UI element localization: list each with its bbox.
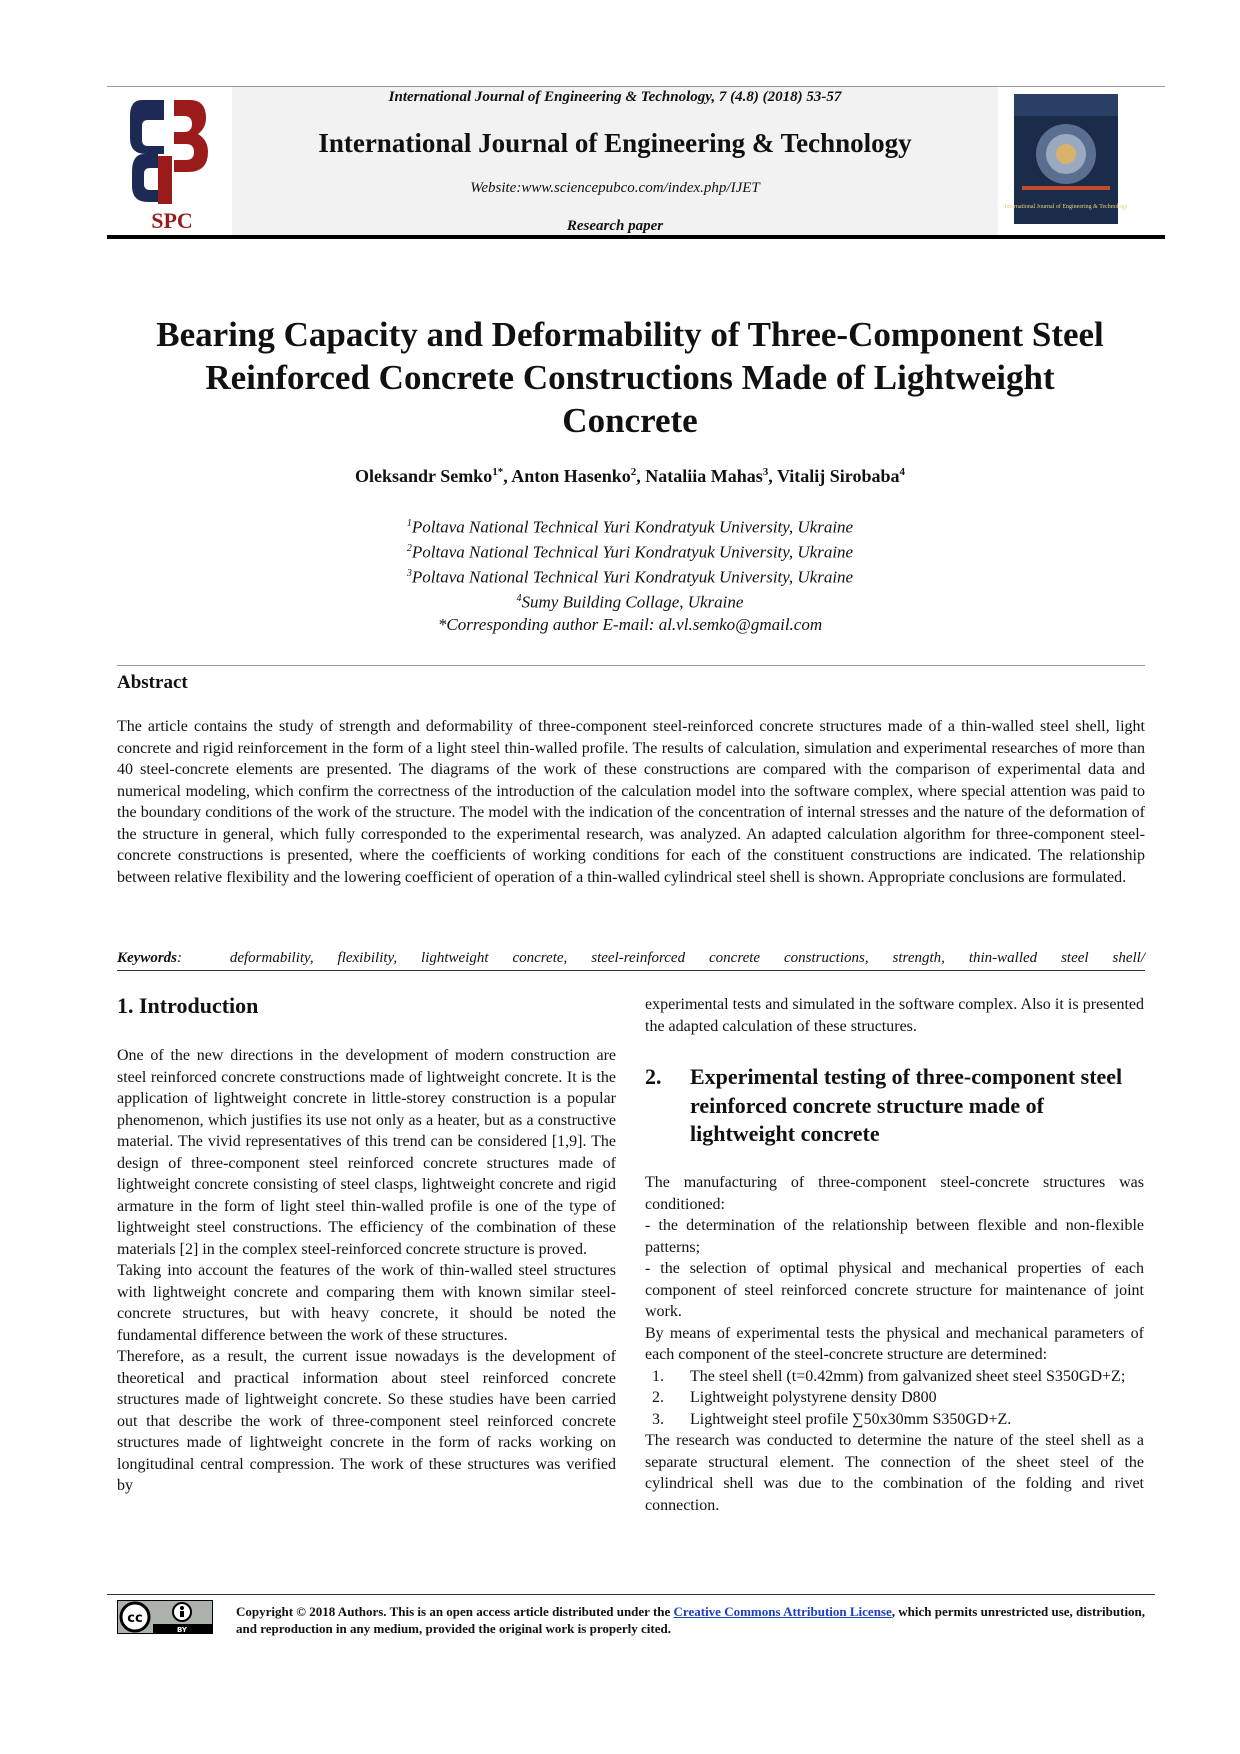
cc-icon: cc — [127, 1611, 143, 1626]
author-name: Oleksandr Semko — [355, 466, 493, 486]
keywords-label: Keywords — [117, 950, 177, 966]
list-item: 2. Lightweight polystyrene density D800 — [652, 1389, 937, 1406]
journal-website[interactable]: Website:www.sciencepubco.com/index.php/IJET — [470, 180, 760, 196]
paragraph: One of the new directions in the development of modern construction are steel reinforced concrete constructions made of lightweight concrete. It is the application of lightweight concrete in little-storey construction is a popular phenomenon, which justifies its use not only as a heater, but as a constructive material. The vivid representatives of this trend can be considered [1,9]. The design of three-component steel reinforced concrete structures made of lightweight concrete consisting of steel clasps, lightweight concrete and rigid armature in the form of light steel thin-walled profile is one of the type of lightweight steel constructions. The efficiency of the combination of these materials [2] in the complex steel-reinforced concrete structure is proved. — [117, 1047, 616, 1258]
title-line: Bearing Capacity and Deformability of Three-Component Steel — [156, 315, 1104, 354]
bullet-item: - the selection of optimal physical and mechanical properties of each component of steel reinforced concrete structure for maintenance of joint work. — [645, 1260, 1144, 1320]
journal-header-panel — [232, 87, 998, 235]
section-title: Experimental testing of three-component steel reinforced concrete structure made of lightweight concrete — [690, 1064, 1123, 1146]
keywords-rule — [117, 970, 1145, 971]
footer-rule — [107, 1594, 1155, 1595]
author-sup: 3 — [762, 466, 769, 478]
logo-text: SPC — [151, 208, 193, 233]
section-2-heading — [645, 1063, 1144, 1149]
abstract-text: The article contains the study of strength and deformability of three-component steel-reinforced concrete structures made of a thin-walled steel shell, light concrete and rigid reinforcement in the form of a light steel thin-walled profile. The results of calculation, simulation and experimental researches of more than 40 steel-concrete elements are presented. The diagrams of the work of these constructions are compared with the comparison of experimental data and numerical modeling, which confirm the correctness of the introduction of the calculation model into the software complex, where special attention was paid to the boundary conditions of the work of the structure. The model with the indication of the concentration of internal stresses and the nature of the deformation of the structure in general, which fully corresponded to the experimental research, was analyzed. An adapted calculation algorithm for three-component steel-concrete constructions is presented, where the coefficients of working conditions for each of the constituent constructions are indicated. The relationship between relative flexibility and the lowering coefficient of operation of a thin-walled cylindrical steel shell is shown. Appropriate conclusions are formulated. — [117, 718, 1145, 886]
affiliation-line: $^1$Poltava National Technical Yuri Kondratyuk University, Ukraine — [406, 517, 854, 537]
paragraph: By means of experimental tests the physical and mechanical parameters of each component of the steel-concrete structure are determined: — [645, 1324, 1144, 1363]
affiliation-line: $^2$Poltava National Technical Yuri Kondratyuk University, Ukraine — [406, 542, 854, 562]
cc-by-license-badge[interactable] — [117, 1600, 213, 1634]
keywords-line: Keywords: deformability, flexibility, lightweight concrete, steel-reinforced concrete constructions, strength, thin-walled steel shell/ — [117, 950, 1145, 966]
cover-title-text: International Journal of Engineering & Technology — [1004, 204, 1128, 210]
author-sup: 4 — [899, 466, 905, 478]
title-line: Reinforced Concrete Constructions Made of Lightweight — [205, 358, 1055, 397]
keywords-text: deformability, flexibility, lightweight concrete, steel-reinforced concrete constructions, strength, thin-walled steel shell/ — [229, 950, 1145, 966]
paper-type: Research paper — [566, 218, 664, 234]
by-label: BY — [176, 1626, 188, 1634]
journal-title: International Journal of Engineering & Technology — [318, 128, 912, 158]
list-item: 1. The steel shell (t=0.42mm) from galvanized sheet steel S350GD+Z; — [652, 1367, 1126, 1385]
paragraph: Therefore, as a result, the current issue nowadays is the development of theoretical and practical information about steel reinforced concrete structures made of lightweight concrete. So these studies have been carried out that describe the work of three-component steel reinforced concrete structures made of lightweight concrete in the form of racks working on longitudinal central compression. The work of these structures was verified by — [117, 1348, 616, 1494]
section-1-body — [117, 1045, 616, 1497]
author-name: Anton Hasenko — [511, 466, 631, 486]
cc-license-link[interactable]: Creative Commons Attribution License — [673, 1604, 892, 1619]
section-number: 2. — [645, 1064, 662, 1089]
author-name: Nataliia Mahas — [645, 466, 763, 486]
section-1-continuation: experimental tests and simulated in the software complex. Also it is presented the adapted calculation of these structures. — [645, 996, 1144, 1035]
copyright-notice: Copyright © 2018 Authors. This is an open access article distributed under the Creative Commons Attribution License, which permits unrestricted use, distribution, and reproduction in any medium, provided the original work is properly cited. — [236, 1604, 1146, 1636]
author-list: Oleksandr Semko$^{1*}$, Anton Hasenko$^2$, Nataliia Mahas$^3$, Vitalij Sirobaba$^4$ — [355, 466, 905, 486]
affiliation-line: $^3$Poltava National Technical Yuri Kondratyuk University, Ukraine — [406, 567, 854, 587]
abstract-rule — [117, 665, 1145, 666]
abstract-heading: Abstract — [117, 672, 188, 693]
component-list — [645, 1366, 1144, 1431]
person-icon — [180, 1606, 184, 1610]
paragraph: The manufacturing of three-component steel-concrete structures was conditioned: — [645, 1174, 1144, 1213]
author-sup: 2 — [630, 466, 637, 478]
bullet-item: - the determination of the relationship between flexible and non-flexible patterns; — [645, 1217, 1144, 1256]
journal-citation: International Journal of Engineering & Technology, 7 (4.8) (2018) 53-57 — [388, 89, 842, 105]
list-item: 3. Lightweight steel profile ∑50x30mm S350GD+Z. — [652, 1410, 1012, 1428]
paragraph: The research was conducted to determine the nature of the steel shell as a separate structural element. The connection of the sheet steel of the cylindrical shell was due to the combination of the folding and rivet connection. — [645, 1432, 1144, 1514]
affiliations — [110, 513, 1150, 635]
section-1-heading: 1. Introduction — [117, 993, 259, 1018]
author-name: Vitalij Sirobaba — [776, 466, 900, 486]
paper-title — [110, 313, 1150, 442]
author-sup: 1* — [492, 466, 504, 478]
corresponding-author: *Corresponding author E-mail: al.vl.semko@gmail.com — [437, 614, 823, 634]
section-2-body — [645, 1172, 1144, 1516]
title-line: Concrete — [562, 401, 698, 440]
header-bottom-rule — [107, 235, 1165, 239]
spc-publisher-logo — [118, 94, 226, 232]
affiliation-line: $^4$Sumy Building Collage, Ukraine — [516, 593, 744, 613]
paragraph: Taking into account the features of the work of thin-walled steel structures with lightweight concrete and comparing them with known similar steel-concrete structures, but with heavy concrete, it should be noted the fundamental difference between the work of these structures. — [117, 1262, 616, 1344]
journal-cover-image — [1004, 94, 1128, 224]
